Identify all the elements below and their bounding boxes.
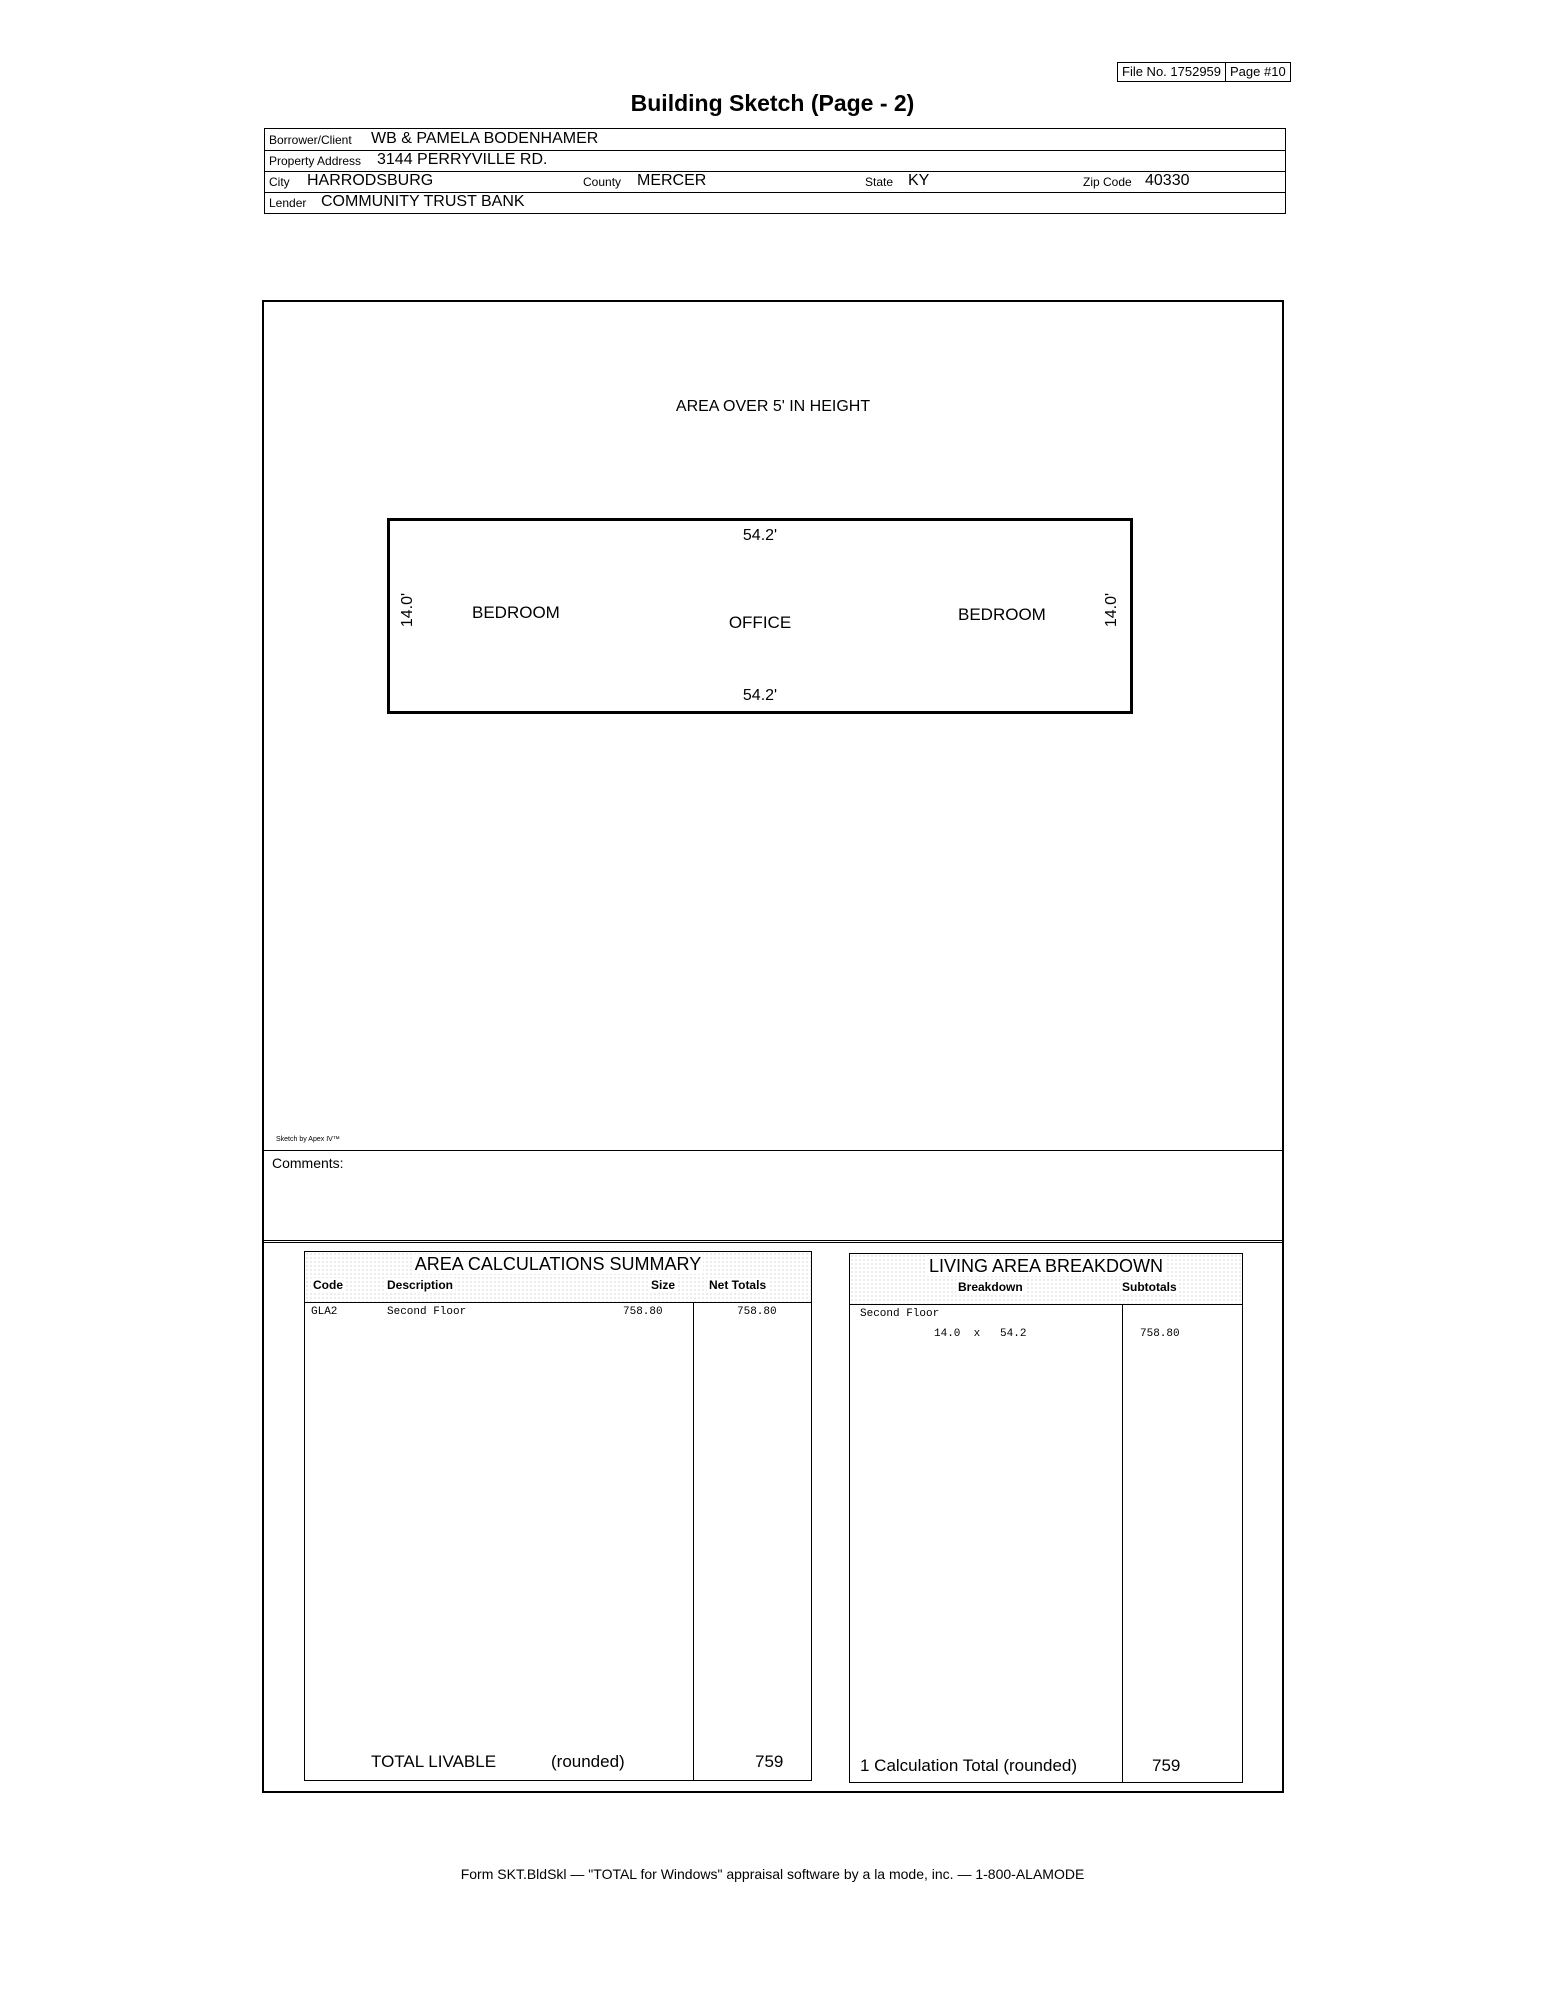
- col-breakdown: Breakdown: [958, 1280, 1023, 1294]
- col-net-totals: Net Totals: [709, 1278, 767, 1292]
- city-label: City: [269, 175, 290, 189]
- comments-label: Comments:: [272, 1155, 344, 1171]
- zip-label: Zip Code: [1083, 175, 1132, 189]
- room-label-bedroom-left: BEDROOM: [472, 603, 560, 622]
- comments-section: [264, 1150, 1282, 1239]
- floor-plan: [387, 518, 1133, 714]
- state-label: State: [865, 175, 894, 189]
- total-rounded-note: (rounded): [551, 1752, 625, 1771]
- calculation-total-label: 1 Calculation Total (rounded): [860, 1756, 1078, 1775]
- breakdown-title: LIVING AREA BREAKDOWN: [928, 1256, 1164, 1276]
- state-value: KY: [908, 172, 930, 189]
- total-livable-value: 759: [755, 1752, 784, 1771]
- city-row: [265, 171, 1285, 193]
- row-description: Second Floor: [387, 1306, 467, 1318]
- column-divider: [1122, 1304, 1123, 1782]
- room-label-office: OFFICE: [728, 613, 792, 632]
- lender-value: COMMUNITY TRUST BANK: [321, 193, 525, 210]
- row-code: GLA2: [311, 1306, 338, 1318]
- page-number: Page #10: [1225, 63, 1290, 81]
- row-size: 758.80: [623, 1306, 663, 1318]
- col-subtotals: Subtotals: [1122, 1280, 1177, 1294]
- living-area-breakdown: [849, 1253, 1243, 1783]
- file-number-box: [1117, 62, 1291, 82]
- area-label: AREA OVER 5' IN HEIGHT: [675, 398, 871, 415]
- form-footer: Form SKT.BldSkl — "TOTAL for Windows" appraisal software by a la mode, inc. — 1-800-ALAMODE: [460, 1866, 1085, 1882]
- room-label-bedroom-right: BEDROOM: [958, 605, 1046, 624]
- summary-title: AREA CALCULATIONS SUMMARY: [414, 1254, 702, 1274]
- zip-value: 40330: [1145, 172, 1190, 189]
- breakdown-section: Second Floor: [860, 1308, 940, 1320]
- bottom-dimension: 54.2': [742, 687, 778, 704]
- borrower-value: WB & PAMELA BODENHAMER: [371, 130, 599, 147]
- breakdown-subtotal: 758.80: [1140, 1328, 1180, 1340]
- col-code: Code: [313, 1278, 343, 1292]
- calculation-total-value: 759: [1152, 1756, 1181, 1775]
- address-label: Property Address: [269, 154, 362, 168]
- total-livable-label: TOTAL LIVABLE: [371, 1752, 497, 1771]
- col-description: Description: [387, 1278, 454, 1292]
- right-dimension: 14.0': [1103, 592, 1120, 628]
- row-net-total: 758.80: [737, 1306, 777, 1318]
- summary-header: [305, 1252, 811, 1303]
- address-value: 3144 PERRYVILLE RD.: [377, 151, 548, 168]
- left-dimension: 14.0': [399, 592, 416, 628]
- col-size: Size: [651, 1278, 676, 1292]
- borrower-row: [265, 129, 1285, 151]
- lender-label: Lender: [269, 196, 307, 210]
- city-value: HARRODSBURG: [307, 172, 434, 189]
- sketch-area: [262, 300, 1284, 1243]
- top-dimension: 54.2': [742, 527, 778, 544]
- breakdown-calculation: 14.0 x 54.2: [934, 1328, 1027, 1340]
- breakdown-header: [850, 1254, 1242, 1305]
- lender-row: [265, 192, 1285, 213]
- calculations-section: [262, 1240, 1284, 1793]
- address-row: [265, 150, 1285, 172]
- column-divider: [693, 1302, 694, 1780]
- header-table: [264, 128, 1286, 214]
- area-calculations-summary: [304, 1251, 812, 1781]
- sketch-credit: Sketch by Apex IV™: [276, 1136, 340, 1143]
- page-title: Building Sketch (Page - 2): [630, 90, 915, 116]
- county-value: MERCER: [637, 172, 707, 189]
- borrower-label: Borrower/Client: [269, 133, 352, 147]
- county-label: County: [583, 175, 622, 189]
- file-number: File No. 1752959: [1122, 64, 1222, 79]
